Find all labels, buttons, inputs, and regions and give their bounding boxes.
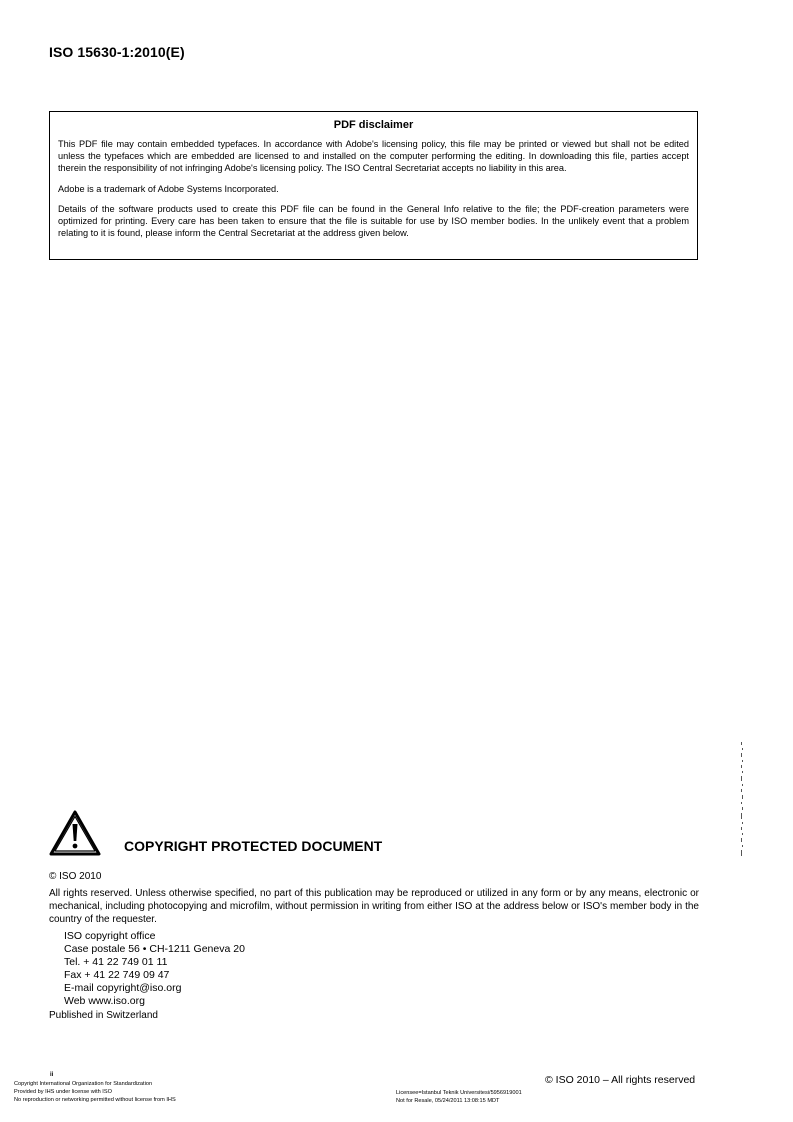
footer-line: Provided by IHS under license with ISO bbox=[14, 1089, 112, 1095]
footer-line: No reproduction or networking permitted without license from IHS bbox=[14, 1097, 176, 1103]
footer-copyright: © ISO 2010 – All rights reserved bbox=[545, 1074, 696, 1086]
address-line: ISO copyright office bbox=[64, 930, 156, 942]
document-id: ISO 15630-1:2010(E) bbox=[49, 44, 185, 60]
footer-line: Copyright International Organization for Standardization bbox=[14, 1081, 153, 1087]
disclaimer-paragraph: Details of the software products used to create this PDF file can be found in the General Info relative to the file; the PDF-creation parameters were optimized for printing. Every care has been taken to ensure that the file is suitable for use by ISO member bodies. In the unlikely event that a problem relating to it is found, please inform the Central Secretariat at the address given below. bbox=[58, 203, 689, 239]
page-number: ii bbox=[50, 1072, 54, 1078]
footer-licensee bbox=[396, 1089, 522, 1105]
address-line: Web www.iso.org bbox=[64, 995, 145, 1007]
published-location: Published in Switzerland bbox=[49, 1010, 158, 1021]
pdf-disclaimer-box bbox=[49, 111, 698, 260]
address-line: Tel. + 41 22 749 01 11 bbox=[64, 956, 168, 968]
disclaimer-title: PDF disclaimer bbox=[333, 119, 414, 131]
footer-line: Not for Resale, 05/24/2011 13:08:15 MDT bbox=[396, 1098, 500, 1104]
copyright-heading: COPYRIGHT PROTECTED DOCUMENT bbox=[124, 838, 383, 854]
copyright-year: © ISO 2010 bbox=[49, 871, 102, 882]
disclaimer-paragraph: This PDF file may contain embedded typefaces. In accordance with Adobe's licensing policy, this file may be printed or viewed but shall not be edited unless the typefaces which are embedded are licensed to and installed on the computer performing the editing. In downloading this file, parties accept therein the responsibility of not infringing Adobe's licensing policy. The ISO Central Secretariat accepts no liability in this area. bbox=[58, 139, 689, 174]
address-line: Fax + 41 22 749 09 47 bbox=[64, 969, 170, 981]
side-watermark bbox=[737, 742, 747, 858]
copyright-office-address bbox=[64, 930, 245, 1008]
warning-triangle-icon bbox=[49, 809, 101, 857]
footer-license-notice bbox=[14, 1080, 176, 1104]
disclaimer-paragraph: Adobe is a trademark of Adobe Systems Incorporated. bbox=[58, 183, 279, 194]
footer-line: Licensee=Istanbul Teknik Universitesi/5956919001 bbox=[396, 1090, 522, 1096]
rights-statement: All rights reserved. Unless otherwise specified, no part of this publication may be reproduced or utilized in any form or by any means, electronic or mechanical, including photocopying and microfilm, without permission in writing from either ISO at the address below or ISO's member body in the country of the requester. bbox=[49, 888, 699, 925]
address-line: Case postale 56 • CH-1211 Geneva 20 bbox=[64, 943, 245, 955]
address-line: E-mail copyright@iso.org bbox=[64, 982, 182, 994]
